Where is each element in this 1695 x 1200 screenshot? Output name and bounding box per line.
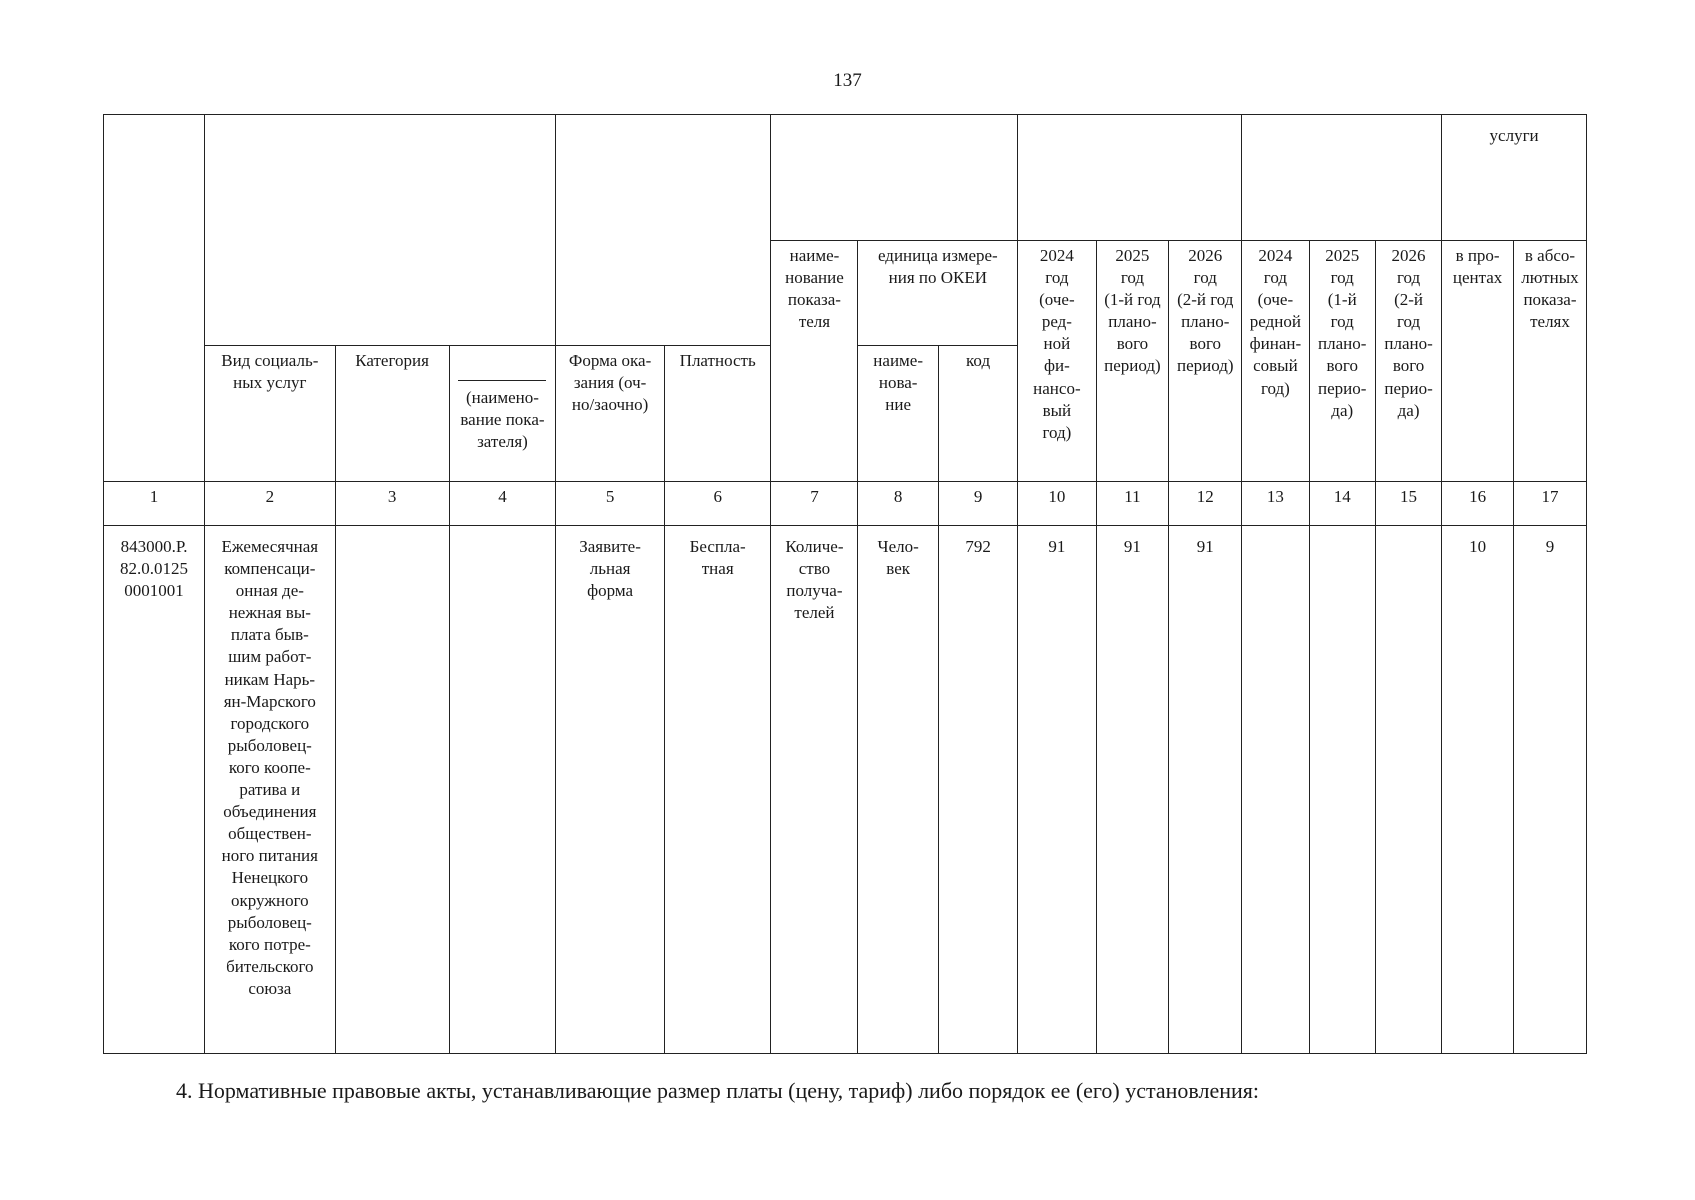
- row-naim-pokazatelya: Количе- ство получа- телей: [771, 526, 858, 1054]
- header-v-procentah: в про- центах: [1442, 241, 1514, 482]
- header-platnost: Платность: [664, 346, 771, 482]
- column-number: 7: [771, 482, 858, 526]
- header-blank-group-13-15: [1242, 115, 1442, 241]
- row-value-2024-b: [1242, 526, 1309, 1054]
- column-number: 12: [1169, 482, 1242, 526]
- header-v-absolyutnyh: в абсо- лютных показа- телях: [1513, 241, 1586, 482]
- header-2025-a: 2025 год (1-й год плано- вого период): [1096, 241, 1169, 482]
- header-blank-group-5-6: [556, 115, 771, 346]
- column-number: 13: [1242, 482, 1309, 526]
- row-value-2024-a: 91: [1018, 526, 1096, 1054]
- header-naimenovanie-pokazatelya-2: (наимено- вание пока- зателя): [449, 346, 556, 482]
- header-blank-group-7-9: [771, 115, 1018, 241]
- row-value-2025-a: 91: [1096, 526, 1169, 1054]
- row-value-2026-a: 91: [1169, 526, 1242, 1054]
- header-2025-b: 2025 год (1-й год плано- вого перио- да): [1309, 241, 1375, 482]
- column-number: 2: [205, 482, 335, 526]
- header-blank-group-10-12: [1018, 115, 1242, 241]
- header-2024-b: 2024 год (оче- редной финан- совый год): [1242, 241, 1309, 482]
- column-number: 8: [858, 482, 938, 526]
- row-v-absolyutnyh: 9: [1513, 526, 1586, 1054]
- column-number: 1: [104, 482, 205, 526]
- column-number: 3: [335, 482, 449, 526]
- header-naim-pokazatelya: наиме- нование показа- теля: [771, 241, 858, 482]
- row-forma: Заявите- льная форма: [556, 526, 665, 1054]
- table-row: [104, 526, 1587, 1054]
- column-numbers-row: [104, 482, 1587, 526]
- column-number: 6: [664, 482, 771, 526]
- column-number: 11: [1096, 482, 1169, 526]
- row-vid-uslug: Ежемесячная компенсаци- онная де- нежная вы- плата быв- шим работ- никам Нарь- ян-Марского городского рыболовец- кого коопе- ратива и объединения обществен- ного питания Ненецкого окружного рыболовец- кого потре- бительского союза: [205, 526, 335, 1054]
- column-number: 17: [1513, 482, 1586, 526]
- column-number: 4: [449, 482, 556, 526]
- header-2024-a: 2024 год (оче- ред- ной фи- нансо- вый год): [1018, 241, 1096, 482]
- header-blank-col1: [104, 115, 205, 482]
- header-2026-a: 2026 год (2-й год плано- вого период): [1169, 241, 1242, 482]
- header-2026-b: 2026 год (2-й год плано- вого перио- да): [1375, 241, 1441, 482]
- row-ed-naimenovanie: Чело- век: [858, 526, 938, 1054]
- section-heading-normativnye-akty: 4. Нормативные правовые акты, устанавливающие размер платы (цену, тариф) либо порядок ее (его) установления:: [176, 1078, 1260, 1103]
- page-number: 137: [833, 70, 862, 91]
- row-code: 843000.Р. 82.0.0125 0001001: [104, 526, 205, 1054]
- header-edinica-izmereniya: единица измере- ния по ОКЕИ: [858, 241, 1018, 346]
- column-number: 9: [938, 482, 1017, 526]
- header-blank-group-2-4: [205, 115, 556, 346]
- blank-line: [458, 380, 546, 381]
- header-kategoriya: Категория: [335, 346, 449, 482]
- row-ed-kod: 792: [938, 526, 1017, 1054]
- header-ed-naimenovanie: наиме- нова- ние: [858, 346, 938, 482]
- row-pokazatel: [449, 526, 556, 1054]
- row-v-procentah: 10: [1442, 526, 1514, 1054]
- header-uslugi: услуги: [1442, 115, 1587, 241]
- row-value-2026-b: [1375, 526, 1441, 1054]
- header-vid-socialnyh-uslug: Вид социаль- ных услуг: [205, 346, 335, 482]
- column-number: 16: [1442, 482, 1514, 526]
- column-number: 5: [556, 482, 665, 526]
- service-table: [103, 114, 1587, 1054]
- row-kategoriya: [335, 526, 449, 1054]
- row-value-2025-b: [1309, 526, 1375, 1054]
- row-platnost: Беспла- тная: [664, 526, 771, 1054]
- column-number: 10: [1018, 482, 1096, 526]
- column-number: 14: [1309, 482, 1375, 526]
- column-number: 15: [1375, 482, 1441, 526]
- header-ed-kod: код: [938, 346, 1017, 482]
- header-forma-okazaniya: Форма ока- зания (оч- но/заочно): [556, 346, 665, 482]
